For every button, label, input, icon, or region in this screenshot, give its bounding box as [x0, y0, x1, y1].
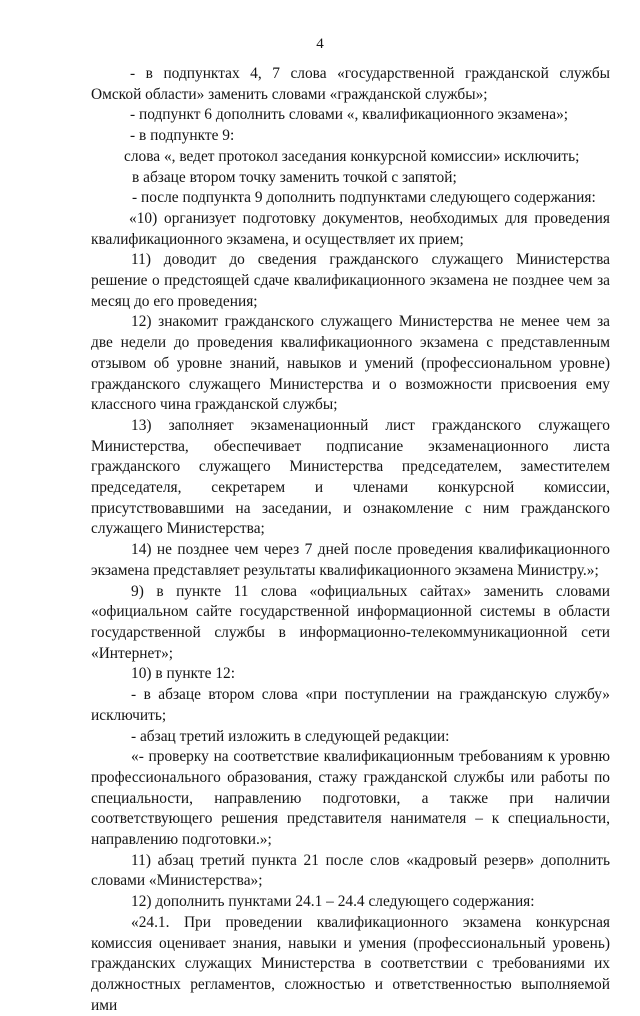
- paragraph: «- проверку на соответствие квалификационным требованиям к уровню профессионального образования, стажу гражданской службы или работы по специальности, направлению подготовки, а также при наличии соответствующего решения представителя нанимателя – к специальности, направлению подготовки.»;: [91, 748, 610, 849]
- paragraph: - в подпункте 9:: [130, 127, 235, 145]
- paragraph: 9) в пункте 11 слова «официальных сайтах» заменить словами «официальном сайте государственной информационной системы в области государственной службы в информационно-телекоммуникационной сети «Интернет»;: [91, 582, 610, 662]
- paragraph: 11) абзац третий пункта 21 после слов «кадровый резерв» дополнить словами «Министерства»;: [91, 851, 610, 890]
- document-body: [91, 64, 610, 1016]
- paragraph: слова «, ведет протокол заседания конкурсной комиссии» исключить;: [124, 147, 580, 165]
- paragraph: 12) дополнить пунктами 24.1 – 24.4 следующего содержания:: [131, 893, 535, 911]
- paragraph: «24.1. При проведении квалификационного экзамена конкурсная комиссия оценивает знания, навыки и умения (профессиональный уровень) гражданских служащих Министерства в соответствии с требованиями их должностных регламентов, сложностью и ответственностью выполняемой ими: [91, 913, 610, 1014]
- paragraph: - абзац третий изложить в следующей редакции:: [131, 727, 450, 745]
- paragraph: - в абзаце втором слова «при поступлении на гражданскую службу» исключить;: [91, 686, 610, 724]
- paragraph: 13) заполняет экзаменационный лист гражданского служащего Министерства, обеспечивает подписание экзаменационного листа гражданского служащего Министерства председателем, заместителем председателя, секретарем и членами конкурсной комиссии, присутствовавшими на заседании, и ознакомление с ним гражданского служащего Министерства;: [91, 416, 610, 538]
- paragraph: - подпункт 6 дополнить словами «, квалификационного экзамена»;: [130, 106, 569, 124]
- page-number: 4: [316, 36, 324, 52]
- paragraph: - в подпунктах 4, 7 слова «государственной гражданской службы Омской области» заменить словами «гражданской службы»;: [91, 65, 610, 103]
- paragraph: 10) в пункте 12:: [131, 665, 235, 683]
- paragraph: «10) организует подготовку документов, необходимых для проведения квалификационного экзамена, и осуществляет их прием;: [91, 209, 610, 248]
- paragraph: в абзаце втором точку заменить точкой с запятой;: [132, 168, 457, 186]
- paragraph: 12) знакомит гражданского служащего Министерства не менее чем за две недели до проведения квалификационного экзамена с представленным отзывом об уровне знаний, навыков и умений (профессиональном уровне) гражданского служащего Министерства и о возможности присвоения ему классного чина гражданской службы;: [91, 313, 610, 414]
- paragraph: - после подпункта 9 дополнить подпунктами следующего содержания:: [132, 189, 596, 207]
- paragraph: 11) доводит до сведения гражданского служащего Министерства решение о предстоящей сдаче квалификационного экзамена не позднее чем за месяц до его проведения;: [91, 251, 610, 310]
- paragraph: 14) не позднее чем через 7 дней после проведения квалификационного экзамена представляет результаты квалификационного экзамена Министру.»;: [91, 541, 610, 579]
